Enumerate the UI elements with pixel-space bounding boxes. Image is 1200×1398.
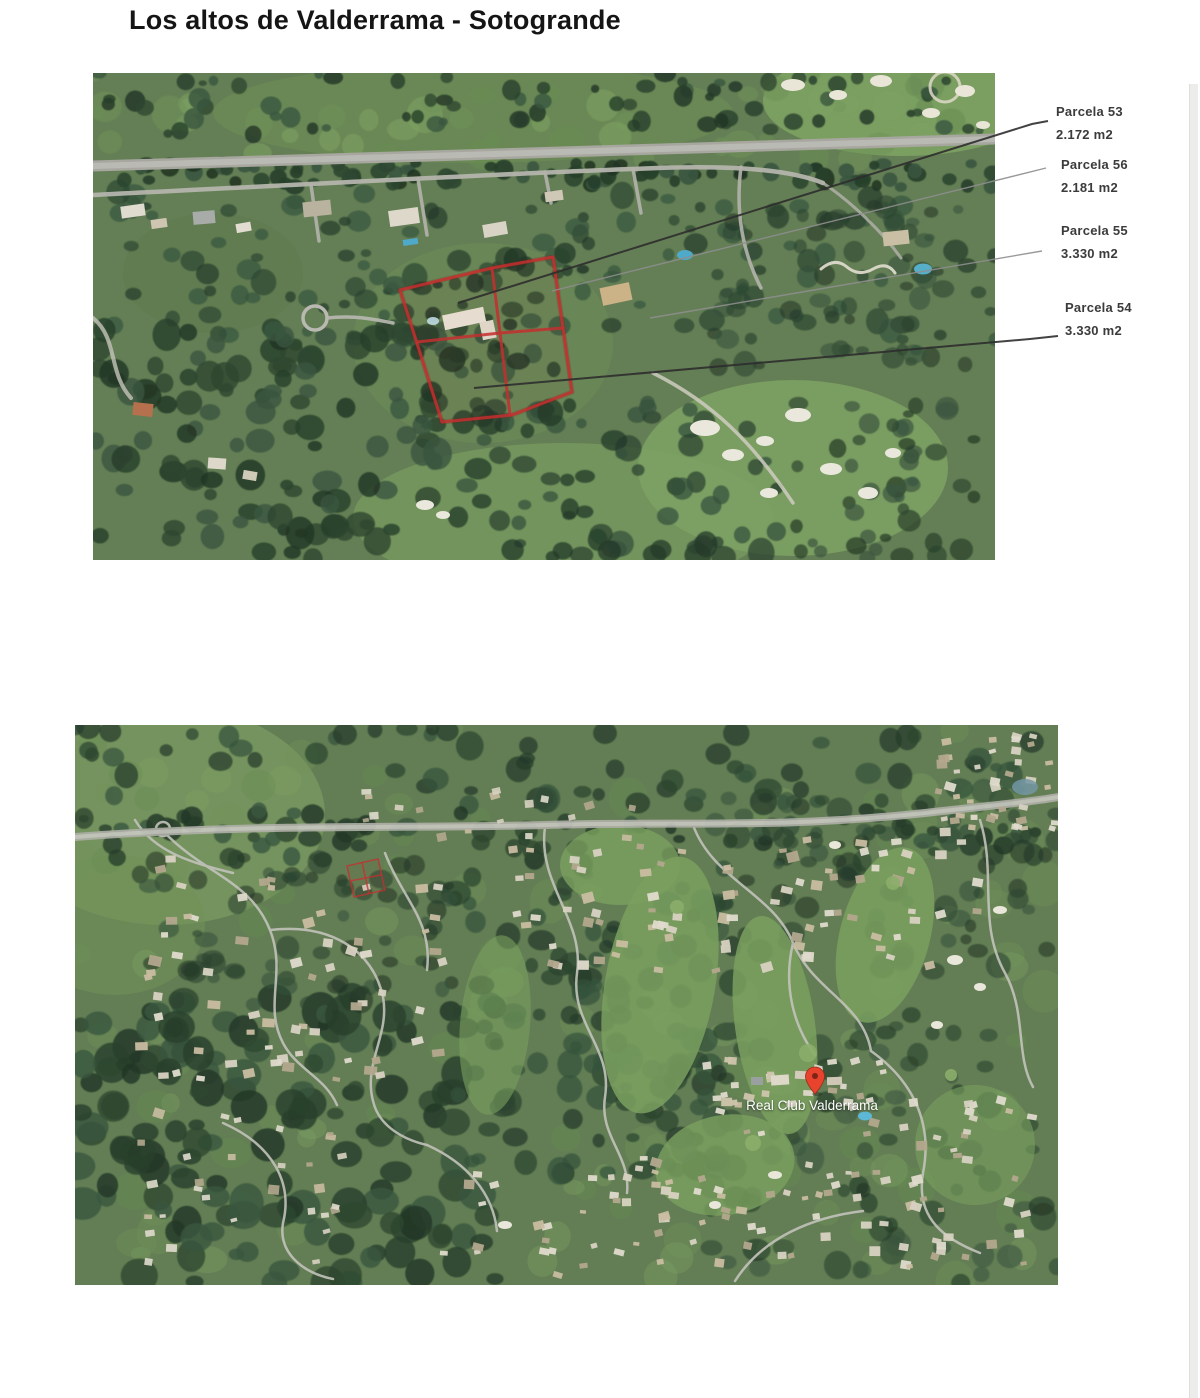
parcel-name: Parcela 56 <box>1061 157 1128 172</box>
overview-map-image <box>75 725 1058 1285</box>
detail-map-image <box>93 73 995 560</box>
parcel-area: 3.330 m2 <box>1061 246 1118 261</box>
detail-map <box>93 73 995 560</box>
parcel-name: Parcela 53 <box>1056 104 1123 119</box>
mini-parcel-outline <box>347 859 385 897</box>
parcel-label-55 <box>1061 219 1128 265</box>
page-title: Los altos de Valderrama - Sotogrande <box>129 5 621 35</box>
parcel-area: 2.172 m2 <box>1056 127 1113 142</box>
overview-map <box>75 725 1058 1285</box>
parcel-name: Parcela 54 <box>1065 300 1132 315</box>
parcel-label-56 <box>1061 153 1128 199</box>
page-edge-shadow <box>1189 84 1198 1398</box>
map-marker-label: Real Club Valderrama <box>746 1098 878 1113</box>
parcel-area: 2.181 m2 <box>1061 180 1118 195</box>
parcel-label-54 <box>1065 296 1132 342</box>
parcel-label-53 <box>1056 100 1123 146</box>
parcel-area: 3.330 m2 <box>1065 323 1122 338</box>
parcel-name: Parcela 55 <box>1061 223 1128 238</box>
